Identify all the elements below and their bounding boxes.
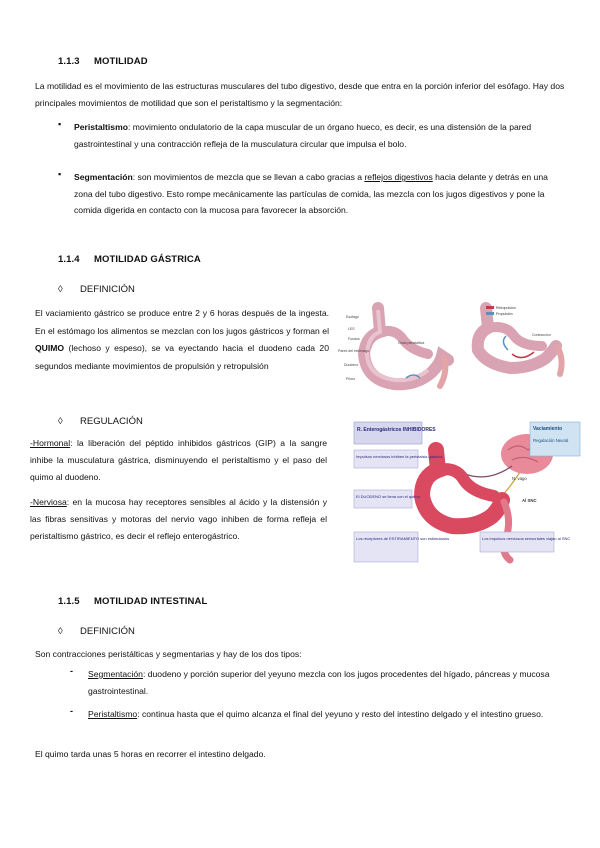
bullet-peristaltismo: Peristaltismo: movimiento ondulatorio de la capa muscular de un órgano hueco, es decir, es una distensión de la pared gastrointestinal y una contracción refleja de la musculatura circular que impulsa el bolo. (74, 122, 532, 149)
fig2-vaciamiento: Vaciamiento (533, 426, 563, 432)
section-heading-motilidad-intestinal: 1.1.5 MOTILIDAD INTESTINAL (58, 596, 208, 607)
bullet-segmentacion: Segmentación: son movimientos de mezcla que se llevan a cabo gracias a reflejos digestivos hacia delante y detrás en una zona del tubo digestivo. Esto rompe mecánicamente las partículas de comida, las mezcla con los jugos digestivos y pone la comida digerida en contacto con la mucosa para favorecer la absorción. (74, 172, 548, 215)
intestinal-closing: El quimo tarda unas 5 horas en recorrer el intestino delgado. (35, 749, 266, 759)
item-peristaltismo-intestinal: Peristaltismo: continua hasta que el quimo alcanza el final del yeyuno y resto del intestino delgado y el intestino grueso. (88, 709, 544, 719)
dash-bullet: - (70, 666, 73, 676)
fig2-sensoriales: Los impulsos nerviosos sensoriales viajan al SNC (482, 536, 571, 541)
section-heading-motilidad: 1.1.3 MOTILIDAD (58, 56, 148, 67)
definicion-gastrica-text: El vaciamiento gástrico se produce entre 2 y 6 horas después de la ingesta. En el estómago los alimentos se mezclan con los jugos gástricos y forman el QUIMO (lechoso y espeso), se va eyectando hacia el duodeno cada 20 segundos mediante movimientos de propulsión y retropulsión (35, 308, 329, 371)
legend-retropulsion: Retropulsión (496, 306, 516, 310)
label-contraccion: Contracción (532, 333, 551, 337)
label-esofago: Esófago (346, 315, 359, 319)
fig2-title: R. Enterogástricos INHIBIDORES (357, 427, 436, 433)
diamond-icon: ◊ (58, 416, 63, 427)
bullet-icon: ▪ (58, 119, 62, 129)
fig2-vago: N. vago (512, 476, 527, 481)
stomach-peristalsis-figure (336, 302, 576, 394)
reflejos-digestivos-link[interactable]: reflejos digestivos (364, 172, 433, 182)
dash-bullet: - (70, 706, 73, 716)
fig2-snc: Al SNC (522, 498, 537, 503)
fig2-duodeno: El DUODENO se llena con el quimo (356, 494, 420, 499)
intestinal-intro: Son contracciones peristálticas y segmentarias y hay de los dos tipos: (35, 649, 302, 659)
subheading-regulacion: ◊ REGULACIÓN (58, 416, 143, 427)
label-fundus: Fundus (348, 337, 360, 341)
legend-propulsion: Propulsión (496, 312, 513, 316)
item-segmentacion-intestinal: Segmentación: duodeno y porción superior del yeyuno mezcla con los jugos procedentes del hígado, páncreas y mucosa gastrointestinal. (88, 669, 550, 696)
fig2-impulsos: Impulsos nerviosos inhiben la peristalsis gástrica (356, 454, 443, 459)
subheading-definicion-gastrica: ◊ DEFINICIÓN (58, 284, 135, 295)
motilidad-intro: La motilidad es el movimiento de las estructuras musculares del tubo digestivo, desde que entra en la porción inferior del esófago. Hay dos principales movimientos de motilidad que son el peristaltismo y la segmentación: (35, 81, 565, 108)
label-duodeno: Duodeno (344, 363, 359, 367)
diamond-icon: ◊ (58, 626, 63, 637)
regulacion-nerviosa: -Nerviosa: en la mucosa hay receptores sensibles al ácido y la distensión y las fibras sensitivas y motoras del nervio vago inhiben de forma refleja el peristaltismo gástrico, es decir el reflejo enterogástrico. (30, 497, 327, 541)
section-heading-motilidad-gastrica: 1.1.4 MOTILIDAD GÁSTRICA (58, 254, 201, 265)
fig2-regulacion: Regulación Neural (533, 438, 569, 443)
subheading-definicion-intestinal: ◊ DEFINICIÓN (58, 626, 135, 637)
bullet-icon: ▪ (58, 169, 62, 179)
label-les: LES (348, 327, 355, 331)
enterogastric-reflex-figure (352, 420, 584, 570)
diamond-icon: ◊ (58, 284, 63, 295)
label-onda: Onda peristáltica (398, 341, 425, 345)
label-pared: Pared del estómago (338, 349, 370, 353)
label-piloro: Píloro (346, 377, 356, 381)
fig2-receptores: Los receptores de ESTIRAMIENTO son estimulados (356, 536, 450, 541)
regulacion-hormonal: -Hormonal: la liberación del péptido inhibidos gástricos (GIP) a la sangre inhibe la musculatura gástrica, disminuyendo el peristaltismo y el paso del quimo al duodeno. (30, 438, 327, 482)
